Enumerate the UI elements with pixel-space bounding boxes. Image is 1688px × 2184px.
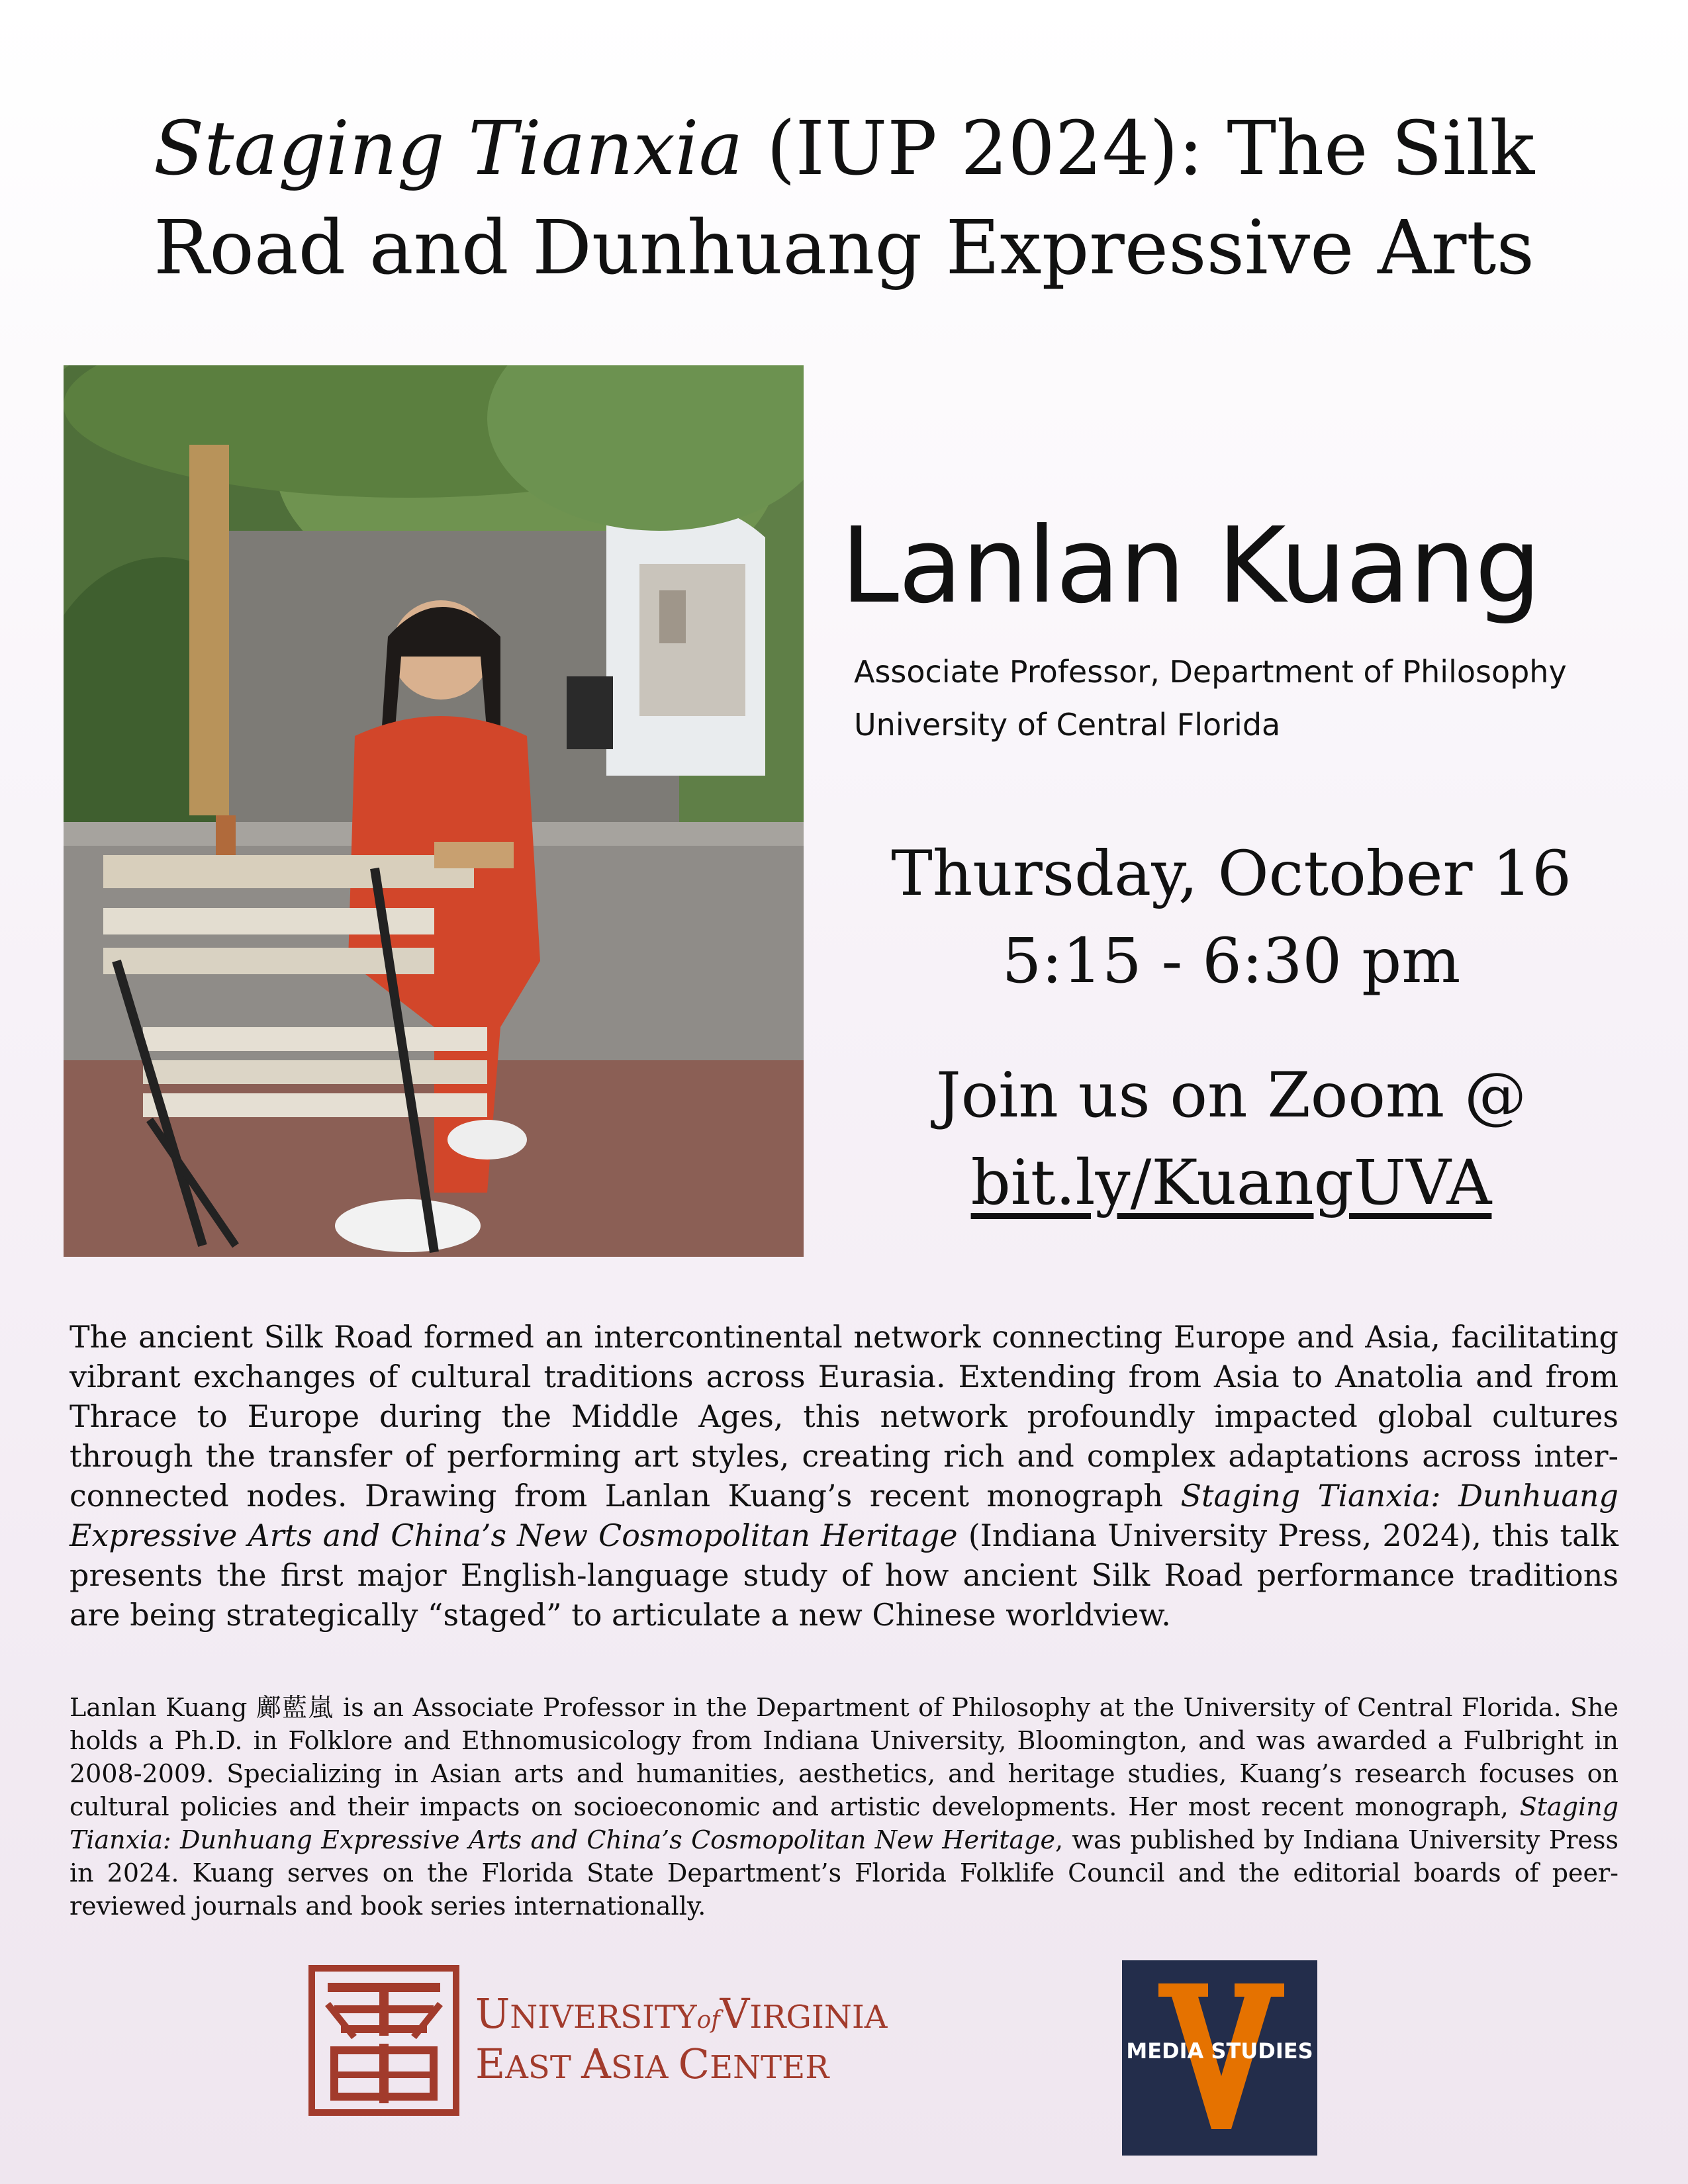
media-studies-logo xyxy=(1122,1960,1317,2156)
bio-part1: Lanlan Kuang 鄺藍嵐 is an Associate Professor in the Department of Philosophy at the University of Central Florida. She holds a Ph.D. in Folklore and Ethnomusicology from Indiana University, Bloomington, and was awarded a Fulbright in 2008-2009. Specializing in Asian arts and humanities, aesthetics, and heritage studies, Kuang’s research focuses on cultural policies and their impacts on socioeconomic and artistic developments. Her most recent monograph, xyxy=(70,1693,1618,1821)
uva-wordmark: UNIVERSITYofVIRGINIA xyxy=(475,1989,888,2038)
east-asia-center-seal-logo xyxy=(308,1964,460,2116)
zoom-info xyxy=(821,1052,1642,1227)
abstract-book-title: Staging Tianxia: Dunhuang Expressive Arts and China’s New Cosmopolitan Heritage xyxy=(70,1478,1619,1553)
speaker-position: Associate Professor, Department of Philosophy xyxy=(854,654,1567,690)
zoom-link[interactable]: bit.ly/KuangUVA xyxy=(970,1147,1492,1219)
title-line2: Road and Dunhuang Expressive Arts xyxy=(154,205,1534,291)
bio-part2: , was published by Indiana University Press in 2024. Kuang serves on the Florida State Department’s Florida Folklife Council and the editorial boards of peer-reviewed journals and book series internationally. xyxy=(70,1825,1618,1921)
title-italic: Staging Tianxia xyxy=(153,106,743,192)
abstract-part2: (Indiana University Press, 2024), this talk presents the first major English-language study of how ancient Silk Road performance traditions are being strategically “staged” to articulate a new Chinese worldview. xyxy=(70,1518,1618,1633)
event-title xyxy=(73,99,1615,298)
title-line1-rest: (IUP 2024): The Silk xyxy=(743,106,1535,192)
event-time: 5:15 - 6:30 pm xyxy=(1002,925,1461,997)
speaker-institution: University of Central Florida xyxy=(854,707,1281,743)
event-when xyxy=(821,831,1642,1005)
speaker-affiliation xyxy=(854,645,1668,751)
talk-abstract xyxy=(70,1317,1618,1635)
speaker-name: Lanlan Kuang xyxy=(841,505,1541,627)
bio-book-title: Staging Tianxia: Dunhuang Expressive Arts and China’s Cosmopolitan New Heritage xyxy=(70,1792,1618,1854)
media-studies-label: MEDIA STUDIES xyxy=(1126,2038,1313,2064)
uva-east-asia-center-wordmark xyxy=(475,1989,888,2089)
zoom-text: Join us on Zoom @ xyxy=(936,1060,1526,1132)
abstract-part1: The ancient Silk Road formed an intercontinental network connecting Europe and Asia, facilitating vibrant exchanges of cultural traditions across Eurasia. Extending from Asia to Anatolia and from Thrace to Europe during the Middle Ages, this network profoundly impacted global cultures through the transfer of performing art styles, creating rich and complex adaptations across inter-connected nodes. Drawing from Lanlan Kuang’s recent monograph xyxy=(70,1319,1618,1514)
event-date: Thursday, October 16 xyxy=(891,838,1571,910)
speaker-bio xyxy=(70,1691,1618,1923)
east-asia-center-wordmark: EAST ASIA CENTER xyxy=(475,2040,829,2088)
speaker-photo xyxy=(64,365,804,1257)
